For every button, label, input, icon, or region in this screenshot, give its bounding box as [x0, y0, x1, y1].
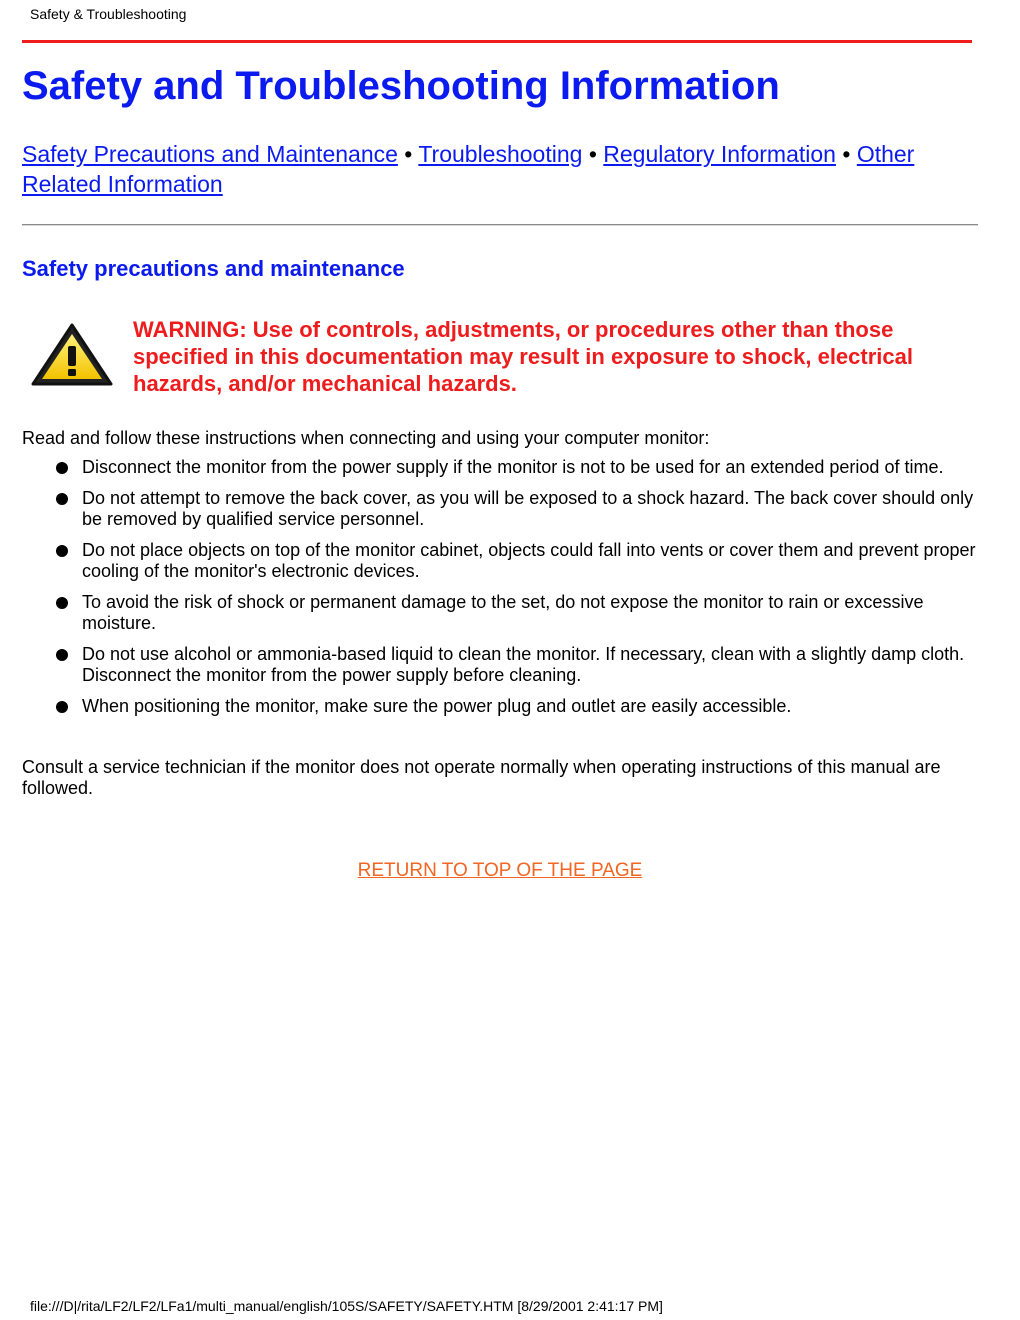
section-nav [22, 139, 952, 199]
section-heading: Safety precautions and maintenance [22, 256, 405, 281]
list-item-text: Do not attempt to remove the back cover, as you will be exposed to a shock hazard. The back cover should only be removed by qualified service personnel. [82, 488, 974, 529]
red-divider [22, 40, 972, 43]
nav-link-regulatory[interactable]: Regulatory Information [603, 141, 836, 167]
bullet-icon [56, 493, 68, 505]
list-item [56, 696, 976, 717]
list-item-text: Disconnect the monitor from the power supply if the monitor is not to be used for an extended period of time. [82, 457, 944, 477]
print-footer: file:///D|/rita/LF2/LF2/LFa1/multi_manual/english/105S/SAFETY/SAFETY.HTM [8/29/2001 2:41:17 PM] [30, 1298, 663, 1314]
bullet-icon [56, 597, 68, 609]
intro-text: Read and follow these instructions when connecting and using your computer monitor: [22, 428, 710, 448]
warning-text: WARNING: Use of controls, adjustments, or procedures other than those specified in this documentation may result in exposure to shock, electrical hazards, and/or mechanical hazards. [133, 317, 913, 396]
nav-link-safety-precautions[interactable]: Safety Precautions and Maintenance [22, 141, 398, 167]
bullet-icon [56, 649, 68, 661]
return-to-top [0, 860, 1000, 882]
list-item [56, 592, 976, 634]
print-header: Safety & Troubleshooting [30, 6, 187, 22]
bullet-icon [56, 462, 68, 474]
list-item [56, 488, 976, 530]
bullet-icon [56, 545, 68, 557]
nav-separator: • [842, 141, 851, 167]
return-to-top-link[interactable]: RETURN TO TOP OF THE PAGE [357, 860, 643, 881]
list-item-text: When positioning the monitor, make sure the power plug and outlet are easily accessible. [82, 696, 792, 716]
warning-triangle-icon [30, 322, 114, 388]
nav-separator: • [588, 141, 597, 167]
list-item [56, 644, 976, 686]
nav-separator: • [404, 141, 413, 167]
consult-text: Consult a service technician if the monitor does not operate normally when operating instructions of this manual are followed. [22, 757, 941, 798]
list-item [56, 540, 976, 582]
safety-instructions-list [56, 457, 976, 727]
list-item-text: To avoid the risk of shock or permanent damage to the set, do not expose the monitor to rain or excessive moisture. [82, 592, 924, 633]
list-item [56, 457, 976, 478]
horizontal-rule [22, 224, 978, 226]
page-title: Safety and Troubleshooting Information [22, 64, 780, 108]
nav-link-troubleshooting[interactable]: Troubleshooting [418, 141, 583, 167]
nav-link-other-related[interactable]: Other Related Information [22, 141, 915, 197]
list-item-text: Do not use alcohol or ammonia-based liquid to clean the monitor. If necessary, clean with a slightly damp cloth. Disconnect the monitor from the power supply before cleaning. [82, 644, 965, 685]
list-item-text: Do not place objects on top of the monitor cabinet, objects could fall into vents or cover them and prevent proper cooling of the monitor's electronic devices. [82, 540, 976, 581]
bullet-icon [56, 701, 68, 713]
